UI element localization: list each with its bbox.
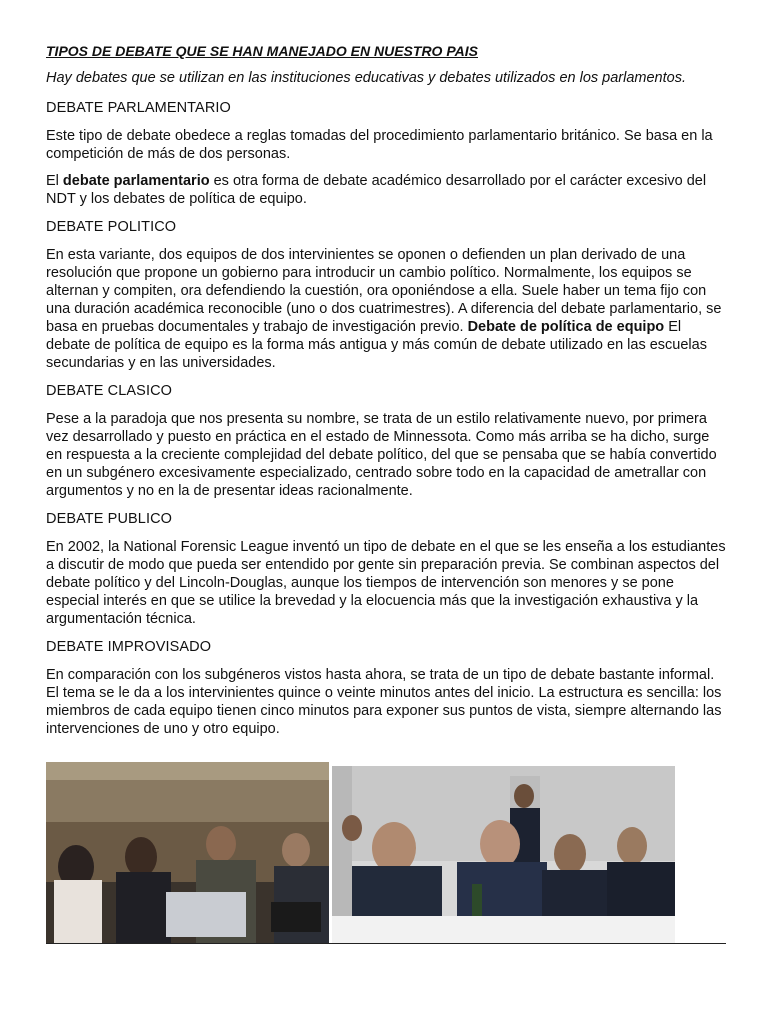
debate-photo-left (46, 762, 329, 944)
document-title: TIPOS DE DEBATE QUE SE HAN MANEJADO EN NUESTRO PAIS (46, 43, 478, 59)
intro-text: Hay debates que se utilizan en las instituciones educativas y debates utilizados en los parlamentos. (46, 70, 686, 86)
section-heading-clasico: DEBATE CLASICO (46, 383, 173, 399)
paragraph: Este tipo de debate obedece a reglas tomadas del procedimiento parlamentario británico. Se basa en la competición de más de dos personas. (46, 128, 713, 162)
divider (46, 943, 726, 944)
section-heading-publico: DEBATE PUBLICO (46, 511, 173, 527)
paragraph: En esta variante, dos equipos de dos intervinientes se oponen o defienden un plan derivado de una resolución que propone un gobierno para introducir un cambio político. Normalmente, los equipos se alternan y compiten, ora defendiendo la cuestión, ora oponiéndose a ella. Suele haber un tema fijo con una duración académica reconocible (uno o dos cuatrimestres). A diferencia del debate parlamentario, se basa en pruebas documentales y trabajo de investigación previo. Debate de política de equipo El debate de política de equipo es la forma más antigua y más común de debate utilizado en las escuelas secundarias y en las universidades. (46, 247, 722, 371)
paragraph: En 2002, la National Forensic League inventó un tipo de debate en el que se les enseña a los estudiantes a discutir de modo que pueda ser entendido por gente sin preparación previa. Se combinan aspectos del debate político y del Lincoln-Douglas, aunque los tiempos de intervención son menores y se pone especial interés en que se utilice la brevedad y la elocuencia más que la investigación exhaustiva y la argumentación técnica. (46, 539, 726, 627)
paragraph: En comparación con los subgéneros vistos hasta ahora, se trata de un tipo de debate bastante informal. El tema se le da a los intervinientes quince o veinte minutos antes del inicio. La estructura es sencilla: los miembros de cada equipo tienen cinco minutos para exponer sus puntos de vista, siempre alternando las intervenciones de uno y otro equipo. (46, 667, 722, 737)
section-heading-parlamentario: DEBATE PARLAMENTARIO (46, 100, 231, 116)
paragraph: El debate parlamentario es otra forma de debate académico desarrollado por el carácter excesivo del NDT y los debates de política de equipo. (46, 173, 707, 207)
photo-row (46, 762, 726, 944)
paragraph: Pese a la paradoja que nos presenta su nombre, se trata de un estilo relativamente nuevo, por primera vez desarrollado y puesto en práctica en el estado de Minnessota. Como más arriba se ha dicho, surge en respuesta a la creciente complejidad del debate político, del que se pensaba que se había convertido en un subgénero excesivamente especializado, centrado sobre todo en la capacidad de ametrallar con argumentos y no en la de presentar ideas racionalmente. (46, 411, 717, 499)
section-heading-politico: DEBATE POLITICO (46, 219, 177, 235)
debate-photo-right (332, 766, 675, 944)
bold-term: debate parlamentario (62, 173, 210, 189)
bold-term: Debate de política de equipo (467, 319, 665, 335)
document-page (46, 41, 726, 747)
section-heading-improvisado: DEBATE IMPROVISADO (46, 639, 212, 655)
